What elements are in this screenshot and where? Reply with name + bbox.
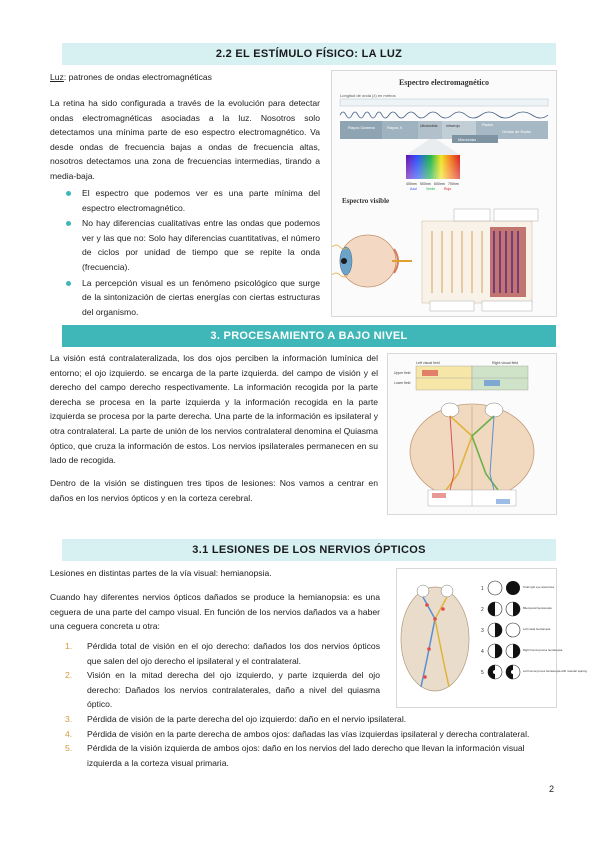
list-item: 1. Pérdida total de visión en el ojo derecho: dañados los dos nervios ópticos que salen del ojo derecho el ipsilateral y el contralateral.: [65, 641, 380, 666]
svg-text:Right visual field: Right visual field: [492, 361, 519, 365]
espectro-title: Espectro electromagnético: [398, 78, 490, 87]
wave-label: Longitud de onda (λ) en metros: [340, 93, 396, 98]
svg-text:Rojo: Rojo: [444, 187, 452, 191]
svg-text:700nm: 700nm: [448, 182, 459, 186]
svg-text:Microondas: Microondas: [458, 138, 477, 142]
hemianopsia-diagram: [397, 569, 587, 707]
svg-text:Verde: Verde: [426, 187, 436, 191]
section-header-procesamiento: 3. PROCESAMIENTO A BAJO NIVEL: [62, 325, 556, 347]
hemianopsia-intro: Lesiones en distintas partes de la vía visual: hemianopsia.: [50, 568, 272, 578]
svg-text:Right homonymous hemianopia: Right homonymous hemianopia: [523, 648, 563, 652]
svg-text:600nm: 600nm: [434, 182, 445, 186]
brain-bottom-view: [401, 587, 469, 691]
svg-text:Ondas de Radio: Ondas de Radio: [502, 129, 531, 134]
list-item: No hay diferencias cualitativas entre las ondas que podemos ver y las que no: Solo hay diferencias cuantitativas, el número de ciclos por unidad de tiempo que se repite la onda (frecuencia).: [62, 216, 320, 274]
bullet-dot: [66, 281, 71, 286]
svg-text:4: 4: [481, 649, 484, 655]
spectrum-zoom: [406, 139, 460, 155]
bullet-dot: [66, 221, 71, 226]
espectro-bullet-list: [62, 186, 320, 320]
luz-label: Luz: [50, 72, 64, 82]
band-x: [382, 121, 418, 139]
svg-text:Infrarrojo: Infrarrojo: [446, 124, 461, 128]
procesamiento-paragraph: La visión está contralateralizada, los dos ojos perciben la información lumínica del entorno; el ojo izquierdo. se encarga de la parte izquierda. del campo de visión y el derecho del campo derecho respectivamente. La información recogida por la parte derecha se procesa en la parte izquierda y la información recogida en la parte izquierda se procesa por la parte derecha. Una parte de la información es ipsilateral y otra contralateral. La parte de unión de los nervios contralateral denomina el Quiasma óptico, que cruza la información de estos. Los nervios ipsilaterales permanecen en su lado de recogida.: [50, 353, 378, 466]
list-item: 3. Pérdida de visión de la parte derecha del ojo izquierdo: daño en el nervio ipsilateral.: [65, 714, 407, 724]
section-header-estimulo: 2.2 EL ESTÍMULO FÍSICO: LA LUZ: [62, 43, 556, 65]
espectro-figure: [331, 70, 557, 317]
luz-text: : patrones de ondas electromagnéticas: [63, 72, 212, 82]
svg-text:Left nasal hemianopia: Left nasal hemianopia: [523, 627, 551, 631]
svg-text:Ultravioleta: Ultravioleta: [420, 124, 438, 128]
list-item: La percepción visual es un fenómeno psicológico que surge de la sintonización de ciertas energías con ciertas estructuras del organismo.: [62, 276, 320, 320]
svg-text:3: 3: [481, 628, 484, 634]
svg-text:5: 5: [481, 670, 484, 676]
retina-paragraph: La retina ha sido configurada a través de la evolución para detectar ondas electromagnéticas asociadas a la luz. Nosotros solo detectamos una mínima parte de eso espectro electromagnético. Va desde ondas de frecuencia bajas a ondas de frecuencia altas, nosotros detectamos una zona de frecuencias intermedias, tirando a media-baja.: [50, 98, 320, 181]
svg-text:Rayos Gamma: Rayos Gamma: [348, 125, 375, 130]
svg-text:Left visual field: Left visual field: [416, 361, 440, 365]
svg-text:Rayos X: Rayos X: [387, 125, 403, 130]
section-header-lesiones: 3.1 LESIONES DE LOS NERVIOS ÓPTICOS: [62, 539, 556, 561]
svg-text:Azul: Azul: [410, 187, 417, 191]
page-number: 2: [548, 784, 554, 794]
list-item: 2. Visión en la mitad derecha del ojo izquierdo, y parte izquierda del ojo derecho: Dañados los nervios contralaterales, daño a nivel del quiasma óptico.: [65, 670, 380, 710]
list-item: 5. Pérdida de la visión izquierda de ambos ojos: daño en los nervios del lado derecho que llevan la información visual izquierda a la corteza visual primaria.: [65, 743, 525, 768]
lesiones-list-part1: [65, 639, 380, 712]
svg-text:400nm: 400nm: [406, 182, 417, 186]
lesiones-intro-paragraph: Dentro de la visión se distinguen tres tipos de lesiones: Nos vamos a centrar en daños en los nervios ópticos y en la corteza cerebral.: [50, 478, 378, 503]
visual-field-figure: [387, 353, 557, 515]
svg-text:500nm: 500nm: [420, 182, 431, 186]
wave-line: [340, 112, 548, 118]
list-item: 4. Pérdida de visión en la parte derecha de ambos ojos: dañadas las vías izquierdas ipsilateral y derecha contralateral.: [65, 728, 530, 739]
hemianopsia-figure: [396, 568, 587, 708]
svg-text:Left homonymous hemianopia wit: Left homonymous hemianopia with macular sparing: [523, 669, 587, 673]
hemianopsia-paragraph: Cuando hay diferentes nervios ópticos dañados se produce la hemianopsia: es una ceguera de una parte del campo visual. En función de los nervios dañados va a haber una ceguera concreta u otra:: [50, 592, 380, 632]
svg-text:Bitemporal hemianopia: Bitemporal hemianopia: [523, 606, 552, 610]
visual-field-diagram: [388, 354, 556, 514]
list-item: El espectro que podemos ver es una parte mínima del espectro electromagnético.: [62, 186, 320, 215]
svg-text:Lower field: Lower field: [394, 381, 411, 385]
svg-text:Upper field: Upper field: [394, 371, 411, 375]
band-gamma: [340, 121, 382, 139]
svg-text:Radar: Radar: [482, 122, 493, 127]
svg-text:1: 1: [481, 586, 484, 592]
svg-text:2: 2: [481, 607, 484, 613]
svg-text:Total right eye visual loss: Total right eye visual loss: [523, 585, 555, 589]
luz-definition: [50, 70, 320, 85]
bullet-dot: [66, 191, 71, 196]
visible-title: Espectro visible: [342, 197, 390, 205]
lesiones-list-part2: [65, 712, 560, 770]
espectro-diagram: [332, 71, 556, 316]
